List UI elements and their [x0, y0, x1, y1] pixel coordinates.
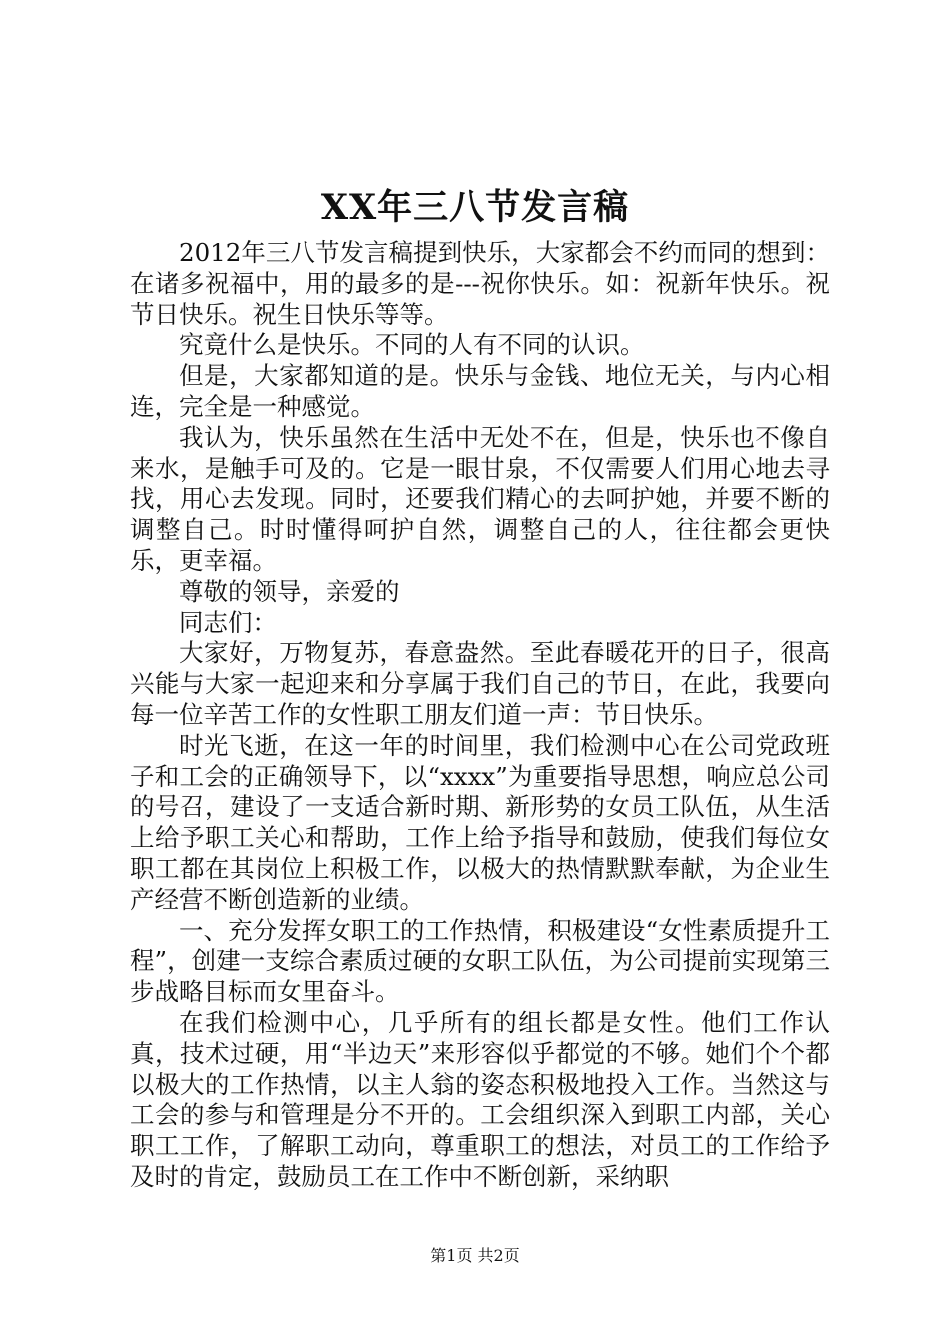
document-title: XX年三八节发言稿 — [320, 187, 630, 228]
paragraph: 尊敬的领导，亲爱的 — [179, 576, 400, 606]
document-body — [130, 238, 830, 1193]
paragraph: 大家好，万物复苏，春意盎然。至此春暖花开的日子，很高兴能与大家一起迎来和分享属于我们自己的节日，在此，我要向每一位辛苦工作的女性职工朋友们道一声：节日快乐。 — [130, 638, 830, 729]
paragraph: 但是，大家都知道的是。快乐与金钱、地位无关，与内心相连，完全是一种感觉。 — [130, 361, 830, 421]
paragraph: 2012年三八节发言稿提到快乐，大家都会不约而同的想到：在诸多祝福中，用的最多的是---祝你快乐。如：祝新年快乐。祝节日快乐。祝生日快乐等等。 — [130, 238, 830, 329]
paragraph: 在我们检测中心，几乎所有的组长都是女性。他们工作认真，技术过硬，用“半边天”来形容似乎都觉的不够。她们个个都以极大的工作热情，以主人翁的姿态积极地投入工作。当然这与工会的参与和管理是分不开的。工会组织深入到职工内部，关心职工工作，了解职工动向，尊重职工的想法，对员工的工作给予及时的肯定，鼓励员工在工作中不断创新，采纳职 — [130, 1007, 830, 1191]
paragraph: 究竟什么是快乐。不同的人有不同的认识。 — [179, 330, 645, 360]
paragraph: 我认为，快乐虽然在生活中无处不在，但是，快乐也不像自来水，是触手可及的。它是一眼甘泉，不仅需要人们用心地去寻找，用心去发现。同时，还要我们精心的去呵护她，并要不断的调整自己。时时懂得呵护自然，调整自己的人，往往都会更快乐，更幸福。 — [130, 422, 830, 575]
page-number-footer: 第1页 共2页 — [430, 1246, 520, 1265]
paragraph: 时光飞逝，在这一年的时间里，我们检测中心在公司党政班子和工会的正确领导下，以“xxxx”为重要指导思想，响应总公司的号召，建设了一支适合新时期、新形势的女员工队伍，从生活上给予职工关心和帮助，工作上给予指导和鼓励，使我们每位女职工都在其岗位上积极工作，以极大的热情默默奉献，为企业生产经营不断创造新的业绩。 — [130, 730, 830, 914]
paragraph: 一、充分发挥女职工的工作热情，积极建设“女性素质提升工程”，创建一支综合素质过硬的女职工队伍，为公司提前实现第三步战略目标而女里奋斗。 — [130, 915, 830, 1007]
paragraph: 同志们： — [179, 607, 277, 637]
